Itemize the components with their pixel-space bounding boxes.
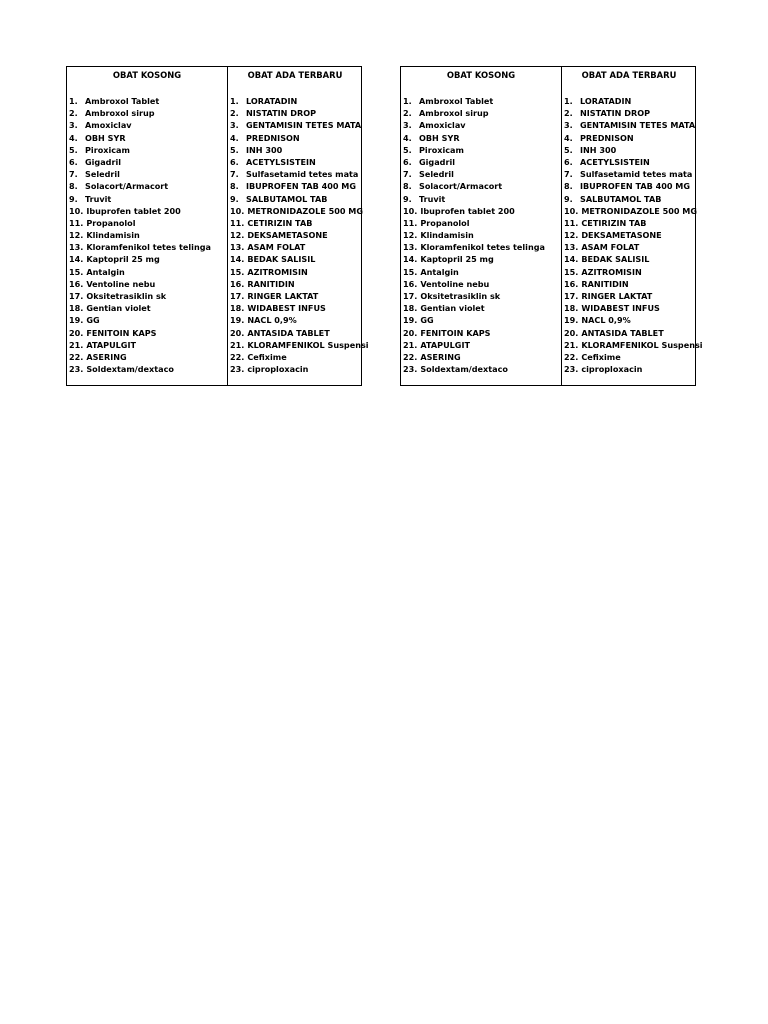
list-item [228,193,362,205]
item-label: METRONIDAZOLE 500 MG [247,205,363,216]
list-item [67,327,227,339]
list-item [401,119,561,131]
list-item [228,119,362,131]
item-number: 5. [230,144,239,155]
item-number: 3. [69,120,78,131]
item-label: Propanolol [420,217,470,228]
list-item [228,314,362,326]
list-item [401,229,561,241]
list-item [67,95,227,107]
list-item [562,302,696,314]
list-item [401,302,561,314]
item-number: 11. [403,217,418,228]
item-label: GG [420,315,434,326]
item-label: KLORAMFENIKOL Suspensi [247,339,369,350]
list-item [562,132,696,144]
item-label: Truvit [85,193,112,204]
list-item [401,205,561,217]
item-label: ciproploxacin [581,364,643,375]
list-item [401,180,561,192]
item-label: CETIRIZIN TAB [581,217,647,228]
list-item [228,339,369,351]
item-label: Ventoline nebu [420,278,490,289]
item-number: 19. [403,315,418,326]
item-number: 19. [69,315,84,326]
list-item [562,205,696,217]
item-number: 10. [230,205,245,216]
item-label: FENITOIN KAPS [86,327,157,338]
item-label: GG [86,315,100,326]
item-label: Cefixime [581,351,621,362]
list-item [401,253,561,265]
list-item [228,302,362,314]
list-item [67,168,227,180]
list-item [401,266,561,278]
new-medicine-header: OBAT ADA TERBARU [247,70,343,80]
item-number: 15. [403,266,418,277]
item-number: 16. [403,278,418,289]
item-label: INH 300 [580,144,617,155]
new-medicine-column [562,67,703,375]
item-number: 12. [564,230,579,241]
item-label: Ambroxol sirup [85,108,155,119]
item-number: 10. [69,205,84,216]
item-label: SALBUTAMOL TAB [246,193,328,204]
item-number: 17. [69,291,84,301]
item-label: INH 300 [246,144,283,155]
item-label: OBH SYR [85,132,126,143]
item-number: 17. [564,291,579,301]
item-number: 6. [564,156,573,167]
item-label: CETIRIZIN TAB [247,217,313,228]
item-label: AZITROMISIN [247,266,308,277]
item-label: ANTASIDA TABLET [247,327,330,338]
item-label: RINGER LAKTAT [581,291,653,301]
item-label: Piroxicam [419,144,464,155]
list-item [401,156,561,168]
item-label: Soldextam/dextaco [86,364,174,375]
item-number: 5. [564,144,573,155]
list-item [67,180,227,192]
item-number: 7. [230,169,239,180]
list-item [401,217,561,229]
item-number: 2. [564,108,573,119]
item-number: 6. [403,156,412,167]
item-label: ASERING [420,351,461,362]
list-item [228,132,362,144]
item-number: 21. [69,339,84,350]
list-item [562,290,696,302]
item-number: 11. [69,217,84,228]
list-item [562,229,696,241]
list-item [401,351,561,363]
list-item [67,253,227,265]
list-item [67,363,227,375]
item-label: LORATADIN [580,96,632,106]
item-number: 1. [403,96,412,106]
item-number: 16. [564,278,579,289]
list-item [67,278,227,290]
item-number: 18. [230,303,245,314]
list-item [67,132,227,144]
item-number: 2. [230,108,239,119]
list-item [228,156,362,168]
list-item [401,193,561,205]
item-number: 8. [69,181,78,192]
item-label: Ventoline nebu [86,278,156,289]
item-number: 16. [69,278,84,289]
item-label: ANTASIDA TABLET [581,327,664,338]
item-label: ACETYLSISTEIN [580,156,650,167]
item-number: 13. [564,242,579,253]
item-label: DEKSAMETASONE [247,230,328,241]
item-number: 12. [230,230,245,241]
item-number: 14. [230,254,245,265]
list-item [562,351,696,363]
item-number: 21. [230,339,245,350]
item-label: Kaptopril 25 mg [420,254,494,265]
item-number: 13. [403,242,418,253]
item-label: Soldextam/dextaco [420,364,508,375]
list-item [67,290,227,302]
item-label: Antalgin [420,266,459,277]
item-label: GENTAMISIN TETES MATA [246,120,362,131]
item-label: Amoxiclav [85,120,132,131]
list-item [67,314,227,326]
item-number: 7. [564,169,573,180]
item-label: IBUPROFEN TAB 400 MG [580,181,691,192]
item-label: Klindamisin [420,230,474,241]
item-number: 6. [230,156,239,167]
item-number: 21. [564,339,579,350]
item-number: 21. [403,339,418,350]
item-number: 8. [403,181,412,192]
list-item [562,266,696,278]
item-label: OBH SYR [419,132,460,143]
item-label: Oksitetrasiklin sk [420,291,501,301]
item-number: 18. [403,303,418,314]
item-label: Cefixime [247,351,287,362]
list-item [228,180,362,192]
list-item [401,241,561,253]
item-number: 9. [69,193,78,204]
item-number: 9. [230,193,239,204]
item-number: 10. [403,205,418,216]
item-number: 9. [403,193,412,204]
item-number: 1. [230,96,239,106]
item-label: Amoxiclav [419,120,466,131]
list-item [67,217,227,229]
item-label: RANITIDIN [247,278,295,289]
item-number: 3. [564,120,573,131]
item-number: 22. [69,351,84,362]
item-label: ACETYLSISTEIN [246,156,316,167]
item-label: ASAM FOLAT [247,242,306,253]
list-item [228,241,362,253]
item-label: Piroxicam [85,144,130,155]
item-label: IBUPROFEN TAB 400 MG [246,181,357,192]
item-number: 23. [230,364,245,375]
medicine-table-left [66,66,369,386]
item-label: NISTATIN DROP [580,108,651,119]
item-number: 14. [69,254,84,265]
list-item [67,229,227,241]
item-number: 1. [564,96,573,106]
item-number: 9. [564,193,573,204]
item-label: Kaptopril 25 mg [86,254,160,265]
list-item [228,107,362,119]
list-item [228,168,362,180]
item-number: 23. [403,364,418,375]
list-item [67,144,227,156]
item-label: Solacort/Armacort [419,181,503,192]
list-item [67,205,227,217]
list-item [228,351,362,363]
list-item [67,156,227,168]
list-item [228,253,362,265]
item-label: DEKSAMETASONE [581,230,662,241]
item-number: 5. [69,144,78,155]
item-number: 23. [564,364,579,375]
item-number: 4. [564,132,573,143]
item-label: Kloramfenikol tetes telinga [86,242,211,253]
list-item [67,302,227,314]
item-number: 18. [69,303,84,314]
item-number: 2. [403,108,412,119]
item-number: 7. [403,169,412,180]
item-number: 11. [564,217,579,228]
list-item [562,193,696,205]
item-number: 10. [564,205,579,216]
list-item [401,314,561,326]
item-number: 15. [230,266,245,277]
item-label: Ambroxol sirup [419,108,489,119]
item-number: 11. [230,217,245,228]
list-item [401,290,561,302]
item-label: SALBUTAMOL TAB [580,193,662,204]
list-item [401,327,561,339]
item-label: METRONIDAZOLE 500 MG [581,205,697,216]
item-number: 22. [564,351,579,362]
item-number: 12. [69,230,84,241]
item-number: 14. [564,254,579,265]
list-item [562,180,696,192]
item-label: Propanolol [86,217,136,228]
list-item [562,241,696,253]
item-number: 5. [403,144,412,155]
item-number: 1. [69,96,78,106]
item-number: 23. [69,364,84,375]
item-number: 12. [403,230,418,241]
list-item [562,156,696,168]
item-label: NACL 0,9% [247,315,297,326]
item-label: Sulfasetamid tetes mata [246,169,359,180]
new-medicine-list [562,95,703,375]
item-label: WIDABEST INFUS [247,303,326,314]
list-item [562,107,696,119]
item-label: LORATADIN [246,96,298,106]
empty-medicine-list [401,95,561,375]
list-item [401,339,561,351]
item-label: ciproploxacin [247,364,309,375]
list-item [401,132,561,144]
item-label: BEDAK SALISIL [247,254,316,265]
list-item [562,314,696,326]
item-label: PREDNISON [580,132,634,143]
item-label: NACL 0,9% [581,315,631,326]
empty-medicine-column [67,67,227,375]
item-label: Antalgin [86,266,125,277]
item-number: 14. [403,254,418,265]
item-number: 4. [403,132,412,143]
list-item [562,339,703,351]
item-label: Ibuprofen tablet 200 [86,205,181,216]
medicine-table-right [400,66,703,386]
new-medicine-column [228,67,369,375]
item-number: 22. [230,351,245,362]
new-medicine-header: OBAT ADA TERBARU [581,70,677,80]
item-label: Sulfasetamid tetes mata [580,169,693,180]
list-item [401,107,561,119]
item-label: Seledril [419,169,454,180]
item-label: ASAM FOLAT [581,242,640,253]
list-item [562,217,696,229]
list-item [67,107,227,119]
item-label: Kloramfenikol tetes telinga [420,242,545,253]
list-item [562,363,696,375]
item-label: BEDAK SALISIL [581,254,650,265]
item-number: 15. [564,266,579,277]
item-label: Ambroxol Tablet [85,96,160,106]
item-label: Truvit [419,193,446,204]
item-number: 4. [69,132,78,143]
list-item [562,278,696,290]
item-number: 6. [69,156,78,167]
list-item [67,266,227,278]
item-label: Klindamisin [86,230,140,241]
item-number: 17. [230,291,245,301]
item-label: ASERING [86,351,127,362]
item-label: KLORAMFENIKOL Suspensi [581,339,703,350]
list-item [228,278,362,290]
item-number: 3. [230,120,239,131]
item-number: 13. [230,242,245,253]
item-label: WIDABEST INFUS [581,303,660,314]
item-label: FENITOIN KAPS [420,327,491,338]
list-item [228,205,362,217]
item-label: ATAPULGIT [420,339,470,350]
empty-medicine-header: OBAT KOSONG [446,70,516,80]
list-item [228,290,362,302]
item-label: RANITIDIN [581,278,629,289]
item-label: Oksitetrasiklin sk [86,291,167,301]
list-item [562,144,696,156]
empty-medicine-column [401,67,561,375]
item-label: Ibuprofen tablet 200 [420,205,515,216]
list-item [401,95,561,107]
list-item [401,144,561,156]
item-label: NISTATIN DROP [246,108,317,119]
item-label: Gigadril [85,156,122,167]
item-number: 22. [403,351,418,362]
item-number: 18. [564,303,579,314]
item-number: 15. [69,266,84,277]
item-label: PREDNISON [246,132,300,143]
item-number: 8. [564,181,573,192]
list-item [228,144,362,156]
item-label: Gentian violet [420,303,485,314]
list-item [228,327,362,339]
item-number: 20. [564,327,579,338]
item-label: Gigadril [419,156,456,167]
list-item [228,229,362,241]
item-number: 7. [69,169,78,180]
item-label: GENTAMISIN TETES MATA [580,120,696,131]
item-label: Ambroxol Tablet [419,96,494,106]
item-number: 4. [230,132,239,143]
list-item [562,95,696,107]
item-number: 20. [69,327,84,338]
list-item [562,327,696,339]
item-label: ATAPULGIT [86,339,136,350]
list-item [401,278,561,290]
item-number: 2. [69,108,78,119]
list-item [67,351,227,363]
item-number: 8. [230,181,239,192]
item-number: 20. [403,327,418,338]
list-item [228,363,362,375]
item-number: 3. [403,120,412,131]
empty-medicine-header: OBAT KOSONG [112,70,182,80]
item-label: Gentian violet [86,303,151,314]
list-item [67,193,227,205]
list-item [562,119,696,131]
list-item [562,168,696,180]
item-label: Solacort/Armacort [85,181,169,192]
list-item [562,253,696,265]
list-item [401,168,561,180]
item-number: 16. [230,278,245,289]
empty-medicine-list [67,95,227,375]
item-label: RINGER LAKTAT [247,291,319,301]
item-number: 19. [230,315,245,326]
item-number: 20. [230,327,245,338]
list-item [67,339,227,351]
list-item [401,363,561,375]
new-medicine-list [228,95,369,375]
list-item [228,217,362,229]
item-number: 19. [564,315,579,326]
list-item [67,241,227,253]
list-item [67,119,227,131]
item-number: 13. [69,242,84,253]
list-item [228,266,362,278]
item-label: AZITROMISIN [581,266,642,277]
item-number: 17. [403,291,418,301]
list-item [228,95,362,107]
item-label: Seledril [85,169,120,180]
